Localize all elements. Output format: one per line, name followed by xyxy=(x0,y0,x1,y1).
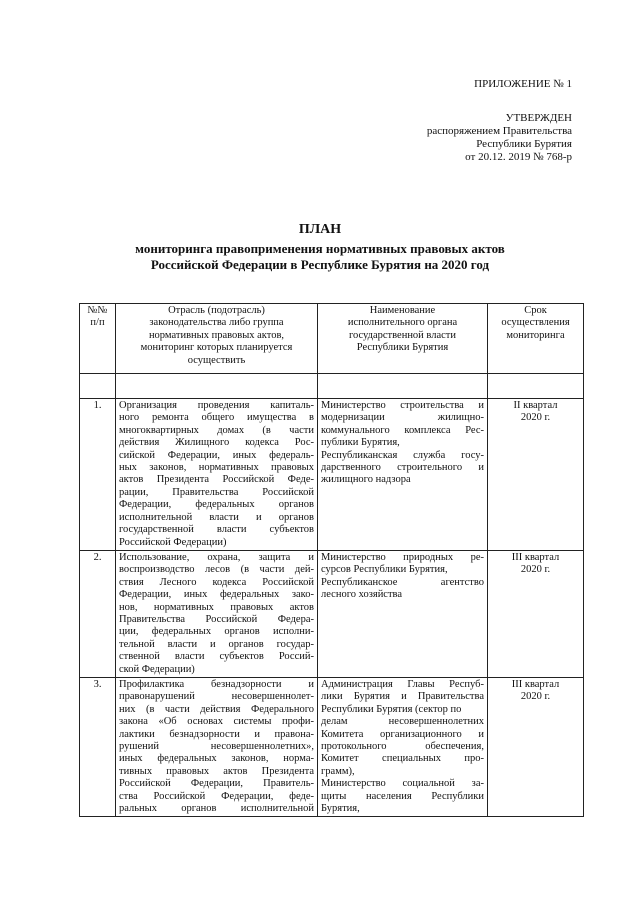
table-row xyxy=(80,550,584,677)
row-branch-line: правонарушений несовершеннолет- xyxy=(119,691,314,703)
header-branch-line: законодательства либо группа xyxy=(149,317,284,329)
row-authority-line: Администрация Главы Респуб- xyxy=(321,678,484,690)
row-number: 1. xyxy=(80,399,116,551)
row-branch-line: ральных органов исполнительной xyxy=(119,803,314,815)
row-authority-line: Республики Бурятия (сектор по xyxy=(321,703,462,715)
header-branch-line: Отрасль (подотрасль) xyxy=(168,305,265,316)
row-authority xyxy=(318,399,488,551)
header-num-line: №№ xyxy=(87,305,108,316)
row-authority-line: коммунального комплекса Рес- xyxy=(321,424,484,436)
table-spacer-row xyxy=(80,374,584,399)
appendix-label: ПРИЛОЖЕНИЕ № 1 xyxy=(474,78,572,90)
header-authority xyxy=(318,304,488,374)
row-branch-line: государственной власти субъектов xyxy=(119,524,314,536)
row-term-line: III квартал xyxy=(511,678,560,690)
row-term xyxy=(488,550,584,677)
row-term-line: II квартал xyxy=(513,400,558,412)
header-authority-line: государственной власти xyxy=(348,329,457,341)
header-term-line: осуществления xyxy=(501,317,570,329)
row-branch-line: закона «Об основах системы профи- xyxy=(119,716,314,728)
header-branch xyxy=(116,304,318,374)
table-header-row xyxy=(80,304,584,374)
row-branch-line: Организация проведения капиталь- xyxy=(119,400,314,412)
row-branch-line: актов Президента Российской Феде- xyxy=(119,474,314,486)
row-branch-line: ного ремонта общего имущества в xyxy=(119,412,314,424)
spacer-cell xyxy=(80,374,116,399)
spacer-cell xyxy=(116,374,318,399)
row-authority-line: Комитет специальных про- xyxy=(321,753,484,765)
row-branch-line: Профилактика безнадзорности и xyxy=(119,678,314,690)
row-authority-line: Бурятия, xyxy=(321,803,360,815)
monitoring-plan-table xyxy=(79,303,584,817)
row-authority-line: лесного хозяйства xyxy=(321,589,403,601)
row-term-line: 2020 г. xyxy=(520,564,551,576)
row-branch-line: Федерации, федеральных органов xyxy=(119,499,314,511)
row-branch-line: Российской Федерации) xyxy=(119,536,227,548)
header-authority-line: исполнительного органа xyxy=(347,317,458,329)
subtitle-line-2: Российской Федерации в Республике Бурятия на 2020 год xyxy=(150,257,490,272)
row-branch-line: рушений несовершеннолетних», xyxy=(119,741,314,752)
header-num xyxy=(80,304,116,374)
spacer-cell xyxy=(488,374,584,399)
row-branch-line: ции, федеральных органов исполни- xyxy=(119,626,314,638)
row-authority-line: щиты населения Республики xyxy=(321,790,484,802)
row-branch-line: иных федеральных законов, норма- xyxy=(119,753,314,765)
header-term-line: мониторинга xyxy=(506,329,565,341)
row-authority-line: Республиканское агентство xyxy=(321,576,484,588)
row-authority-line: грамм), xyxy=(321,765,355,777)
approval-block xyxy=(427,112,572,164)
row-authority-line: сурсов Республики Бурятия, xyxy=(321,564,448,576)
header-authority-line: Республики Бурятия xyxy=(356,342,449,354)
row-branch-line: действия Жилищного кодекса Рос- xyxy=(119,437,314,449)
approved-date: от 20.12. 2019 № 768-р xyxy=(465,151,572,163)
header-branch-line: мониторинг которых планируется xyxy=(140,342,293,354)
row-term-line: 2020 г. xyxy=(520,412,551,424)
row-term xyxy=(488,399,584,551)
row-branch xyxy=(116,550,318,677)
approved-by-line-2: Республики Бурятия xyxy=(476,138,572,150)
row-authority-line: жилищного надзора xyxy=(321,474,411,486)
row-term xyxy=(488,677,584,816)
row-authority-line: Министерство природных ре- xyxy=(321,551,484,563)
row-authority-line: лики Бурятия и Правительства xyxy=(321,691,484,703)
row-branch-line: ственной власти субъектов Россий- xyxy=(119,651,314,663)
row-branch-line: сийской Федерации, иных федераль- xyxy=(119,449,314,461)
header-term xyxy=(488,304,584,374)
row-branch xyxy=(116,677,318,816)
row-branch-line: воспроизводство лесов (в части дей- xyxy=(119,564,314,576)
row-authority xyxy=(318,677,488,816)
row-number: 2. xyxy=(80,550,116,677)
row-authority-line: Комитета организационного и xyxy=(321,728,484,740)
row-number: 3. xyxy=(80,677,116,816)
row-authority-line: Республиканская служба госу- xyxy=(321,449,484,461)
row-authority-line: публики Бурятия, xyxy=(321,437,400,449)
row-branch xyxy=(116,399,318,551)
header-num-line: п/п xyxy=(90,317,105,329)
row-branch-line: нов, нормативных правовых актов xyxy=(119,601,314,613)
approved-by-line-1: распоряжением Правительства xyxy=(426,125,572,137)
row-branch-line: ства Российской Федерации, феде- xyxy=(119,790,314,802)
row-term-line: III квартал xyxy=(511,551,560,563)
row-term-line: 2020 г. xyxy=(520,691,551,703)
row-branch-line: ской Федерации) xyxy=(119,663,195,675)
document-subtitle xyxy=(0,241,640,273)
row-branch-line: рации, Правительства Российской xyxy=(119,486,314,498)
document-title: ПЛАН xyxy=(298,222,342,237)
spacer-cell xyxy=(318,374,488,399)
row-authority-line: Министерство социальной за- xyxy=(321,778,484,790)
row-branch-line: ных законов, нормативных правовых xyxy=(119,462,314,474)
row-authority-line: Министерство строительства и xyxy=(321,400,484,412)
row-branch-line: них (в части действия Федерального xyxy=(119,703,314,715)
row-branch-line: ствия Лесного кодекса Российской xyxy=(119,576,314,588)
row-branch-line: Федерации, иных федеральных зако- xyxy=(119,589,314,601)
table-row xyxy=(80,677,584,816)
header-branch-line: нормативных правовых актов, xyxy=(148,329,285,341)
row-branch-line: Правительства Российской Федера- xyxy=(119,613,314,625)
row-branch-line: Использование, охрана, защита и xyxy=(119,551,314,563)
row-branch-line: тельной власти и органов государ- xyxy=(119,638,314,650)
subtitle-line-1: мониторинга правоприменения нормативных правовых актов xyxy=(135,241,505,256)
approved-label: УТВЕРЖДЕН xyxy=(505,112,572,124)
table-row xyxy=(80,399,584,551)
row-branch-line: многоквартирных домах (в части xyxy=(119,424,314,436)
header-term-line: Срок xyxy=(524,305,547,316)
row-branch-line: лактики безнадзорности и правона- xyxy=(119,728,314,740)
row-branch-line: исполнительной власти и органов xyxy=(119,511,314,523)
row-authority-line: протокольного обеспечения, xyxy=(321,741,484,752)
header-authority-line: Наименование xyxy=(369,305,436,316)
row-authority-line: делам несовершеннолетних xyxy=(321,716,484,728)
header-branch-line: осуществить xyxy=(187,354,246,366)
row-authority-line: модернизации жилищно- xyxy=(321,412,484,424)
row-authority xyxy=(318,550,488,677)
row-branch-line: Российской Федерации, Правитель- xyxy=(119,778,314,790)
row-authority-line: дарственного строительного и xyxy=(321,462,484,474)
row-branch-line: тивных правовых актов Президента xyxy=(119,765,314,777)
